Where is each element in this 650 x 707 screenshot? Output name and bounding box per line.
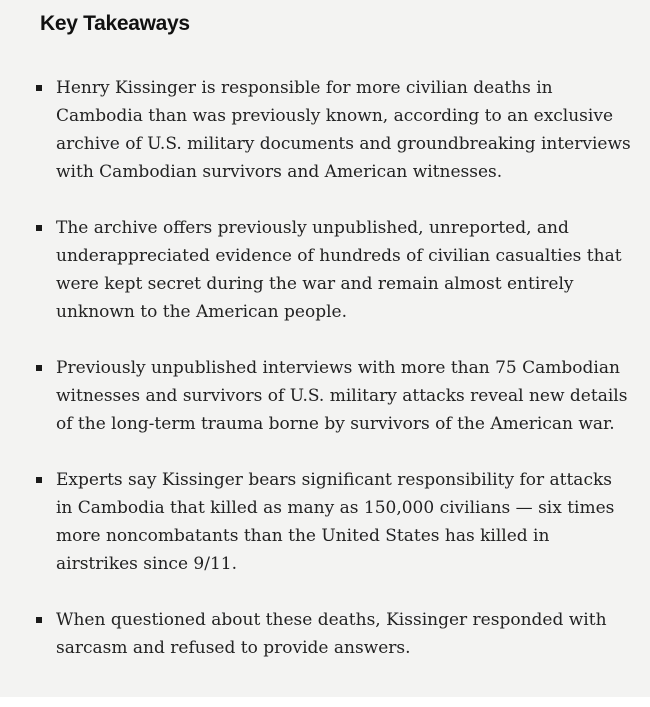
list-item-text: When questioned about these deaths, Kissinger responded with sarcasm and refused to provide answers. <box>56 610 607 658</box>
list-item-text: Previously unpublished interviews with more than 75 Cambodian witnesses and survivors of U.S. military attacks reveal new details of the long-term trauma borne by survivors of the American war. <box>56 358 628 434</box>
square-bullet-icon <box>36 477 42 483</box>
list-item <box>0 214 650 326</box>
list-item-text: Experts say Kissinger bears significant responsibility for attacks in Cambodia that killed as many as 150,000 civilians — six times more noncombatants than the United States has killed in airstrikes since 9/11. <box>56 470 615 574</box>
takeaways-list <box>0 74 650 690</box>
list-item-text: Henry Kissinger is responsible for more civilian deaths in Cambodia than was previously known, according to an exclusive archive of U.S. military documents and groundbreaking interviews with Cambodian survivors and American witnesses. <box>56 78 631 182</box>
square-bullet-icon <box>36 365 42 371</box>
list-item <box>0 354 650 438</box>
list-item <box>0 74 650 186</box>
square-bullet-icon <box>36 225 42 231</box>
list-item <box>0 606 650 662</box>
square-bullet-icon <box>36 617 42 623</box>
list-item-text: The archive offers previously unpublished, unreported, and underappreciated evidence of hundreds of civilian casualties that were kept secret during the war and remain almost entirely unknown to the American people. <box>56 218 622 322</box>
list-item <box>0 466 650 578</box>
square-bullet-icon <box>36 85 42 91</box>
section-title: Key Takeaways <box>40 12 190 35</box>
